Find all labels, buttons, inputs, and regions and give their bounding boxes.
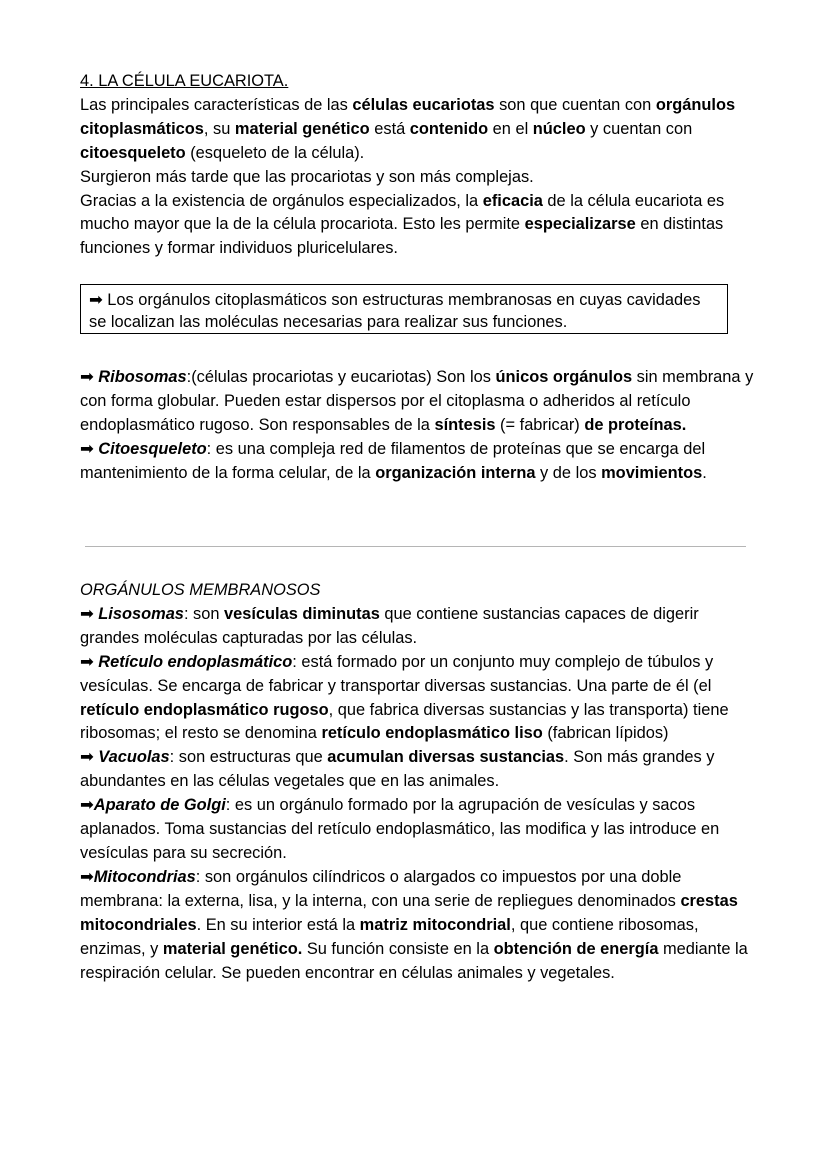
text-run: (= fabricar) [495,415,585,434]
section-heading: ORGÁNULOS MEMBRANOSOS [80,581,321,599]
divider [85,546,746,547]
text-run: . Son más grandes y abundantes en las células vegetales que en las animales. [80,748,715,791]
text-run: Su función consiste en la [302,939,494,958]
term-title: Lisosomas [98,604,184,623]
text-run: en el [488,119,533,138]
bold-text: material genético [234,119,370,138]
term-title: Retículo endoplasmático [98,652,293,671]
text-run: mediante la respiración celular. Se pueden encontrar en células animales y vegetales. [80,939,748,982]
intro-paragraph [80,94,760,166]
text-run: en distintas funciones y formar individuos pluricelulares. [80,215,724,258]
text-run: Las principales características de las [80,95,353,114]
text-run: que contiene sustancias capaces de digerir grandes moléculas capturadas por las células. [80,604,699,647]
term-title: Ribosomas [98,368,187,386]
bold-text: citoesqueleto [80,143,186,162]
text-run: : son orgánulos cilíndricos o alargados co impuestos por una doble membrana: la externa, lisa, y la interna, con una serie de repliegues denominados [80,867,682,910]
bold-text: retículo endoplasmático rugoso [80,700,329,719]
bold-text: retículo endoplasmático liso [321,724,543,743]
bold-text: eficacia [482,191,543,210]
text-run: y de los [535,463,602,482]
organelles-list-top [80,366,760,486]
text-run: :(células procariotas y eucariotas) Son los [186,368,496,386]
text-run: sin membrana y con forma globular. Pueden estar dispersos por el citoplasma o adheridos al retículo endoplasmático rugoso. Son responsables de la [80,368,754,434]
text-run: : está formado por un conjunto muy complejo de túbulos y vesículas. Se encarga de fabricar y transportar diversas sustancias. Una parte de él (el [80,652,714,695]
arrow-icon: ➡ [80,439,99,458]
text-run: , que contiene ribosomas, enzimas, y [80,915,699,958]
arrow-icon: ➡ [80,652,99,671]
section-intro [80,70,760,261]
bold-text: obtención de energía [493,939,659,958]
bold-text: matriz mitocondrial [359,915,511,934]
bold-text: orgánulos citoplasmáticos [80,95,736,138]
text-run: : es un orgánulo formado por la agrupación de vesículas y sacos aplanados. Toma sustancias del retículo endoplasmático, las modifica y las introduce en vesículas para su secreción. [80,796,720,862]
term-title: Aparato de Golgi [93,796,226,815]
text-run: : son [183,604,225,623]
list-item [80,794,760,866]
text-run: : es una compleja red de filamentos de proteínas que se encarga del mantenimiento de la forma celular, de la [80,439,706,482]
note-text: Los orgánulos citoplasmáticos son estructuras membranosas en cuyas cavidades se localizan las moléculas necesarias para realizar sus funciones. [89,291,701,331]
bold-text: contenido [409,119,489,138]
text-run: Gracias a la existencia de orgánulos especializados, la [80,191,483,210]
text-run: y cuentan con [585,119,693,138]
arrow-icon: ➡ [80,604,99,623]
intro-paragraph-3 [80,190,760,262]
list-item [80,438,760,486]
term-title: Vacuolas [98,748,170,767]
bold-text: movimientos [601,463,703,482]
arrow-icon: ➡ [80,748,99,767]
text-run: . En su interior está la [196,915,360,934]
bold-text: células eucariotas [352,95,495,114]
bold-text: únicos orgánulos [495,368,633,386]
bold-text: especializarse [524,215,636,234]
bold-text: material genético. [162,939,303,958]
text-run: , su [203,119,235,138]
bold-text: acumulan diversas sustancias [327,748,565,767]
bold-text: vesículas diminutas [224,604,380,623]
text-run: está [369,119,410,138]
text-run: . [702,463,707,482]
bold-text: núcleo [532,119,586,138]
list-item [80,866,760,986]
arrow-icon: ➡ [80,368,99,386]
term-title: Citoesqueleto [98,439,207,458]
term-title: Mitocondrias [93,867,196,886]
text-run: son que cuentan con [494,95,656,114]
note-box [80,284,728,334]
section-heading: 4. LA CÉLULA EUCARIOTA. [80,72,289,90]
arrow-icon: ➡ [80,796,94,815]
arrow-icon: ➡ [80,867,94,886]
section-membranous [80,579,760,985]
bold-text: de proteínas. [584,415,687,434]
intro-paragraph-2: Surgieron más tarde que las procariotas y son más complejas. [80,167,534,186]
text-run: de la célula eucariota es mucho mayor que la de la célula procariota. Esto les permite [80,191,725,234]
text-run: (esqueleto de la célula). [185,143,365,162]
list-item [80,603,760,651]
arrow-icon: ➡ [89,291,103,309]
text-run: (fabrican lípidos) [542,724,669,743]
list-item [80,746,760,794]
list-item [80,366,760,438]
text-run: , que fabrica diversas sustancias y las transporta) tiene ribosomas; el resto se denomina [80,700,729,743]
list-item [80,651,760,747]
bold-text: síntesis [434,415,496,434]
bold-text: organización interna [375,463,536,482]
bold-text: crestas mitocondriales [80,891,738,934]
text-run: : son estructuras que [169,748,328,767]
